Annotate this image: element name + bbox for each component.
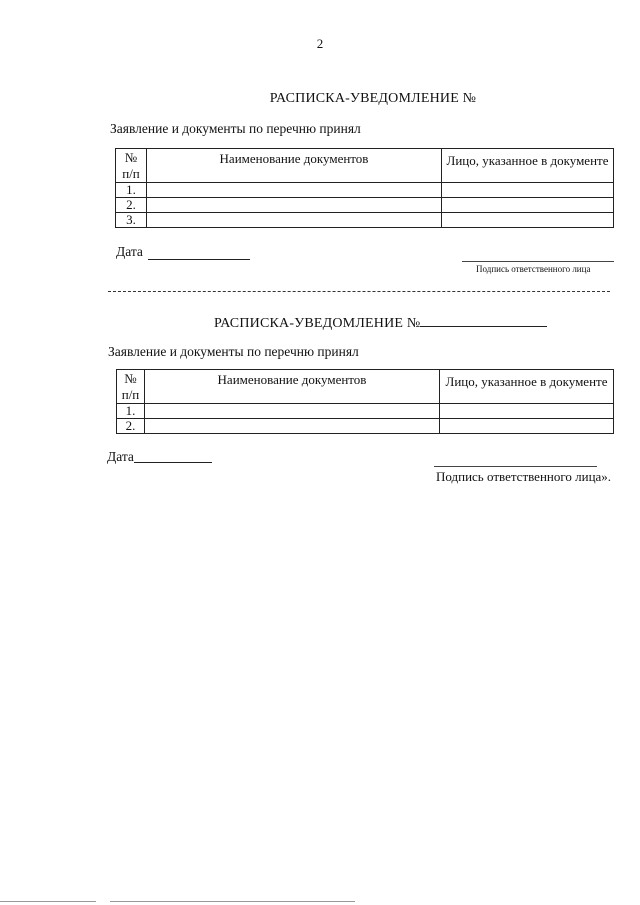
accepted-text-1: Заявление и документы по перечню принял [110, 121, 361, 136]
accepted-text-2: Заявление и документы по перечню принял [108, 344, 359, 359]
table-header-row [116, 149, 614, 183]
documents-table-2 [116, 369, 614, 434]
header-person-cell [442, 149, 614, 183]
header-num-cell [117, 370, 145, 404]
row-number: 2. [125, 418, 136, 433]
row-name-cell [147, 183, 442, 198]
footer-scan-mark-right [110, 901, 355, 902]
header-person-label: Лицо, указанное в документе [445, 374, 608, 389]
table-header-row [117, 370, 614, 404]
table-row [116, 183, 614, 198]
row-name-cell [147, 213, 442, 228]
header-person-cell [440, 370, 614, 404]
table-row [116, 213, 614, 228]
row-number-cell [116, 183, 147, 198]
date-blank-line-1 [148, 258, 250, 260]
date-label-1: Дата [116, 244, 143, 259]
row-number-cell [117, 419, 145, 434]
receipt-title-1: РАСПИСКА-УВЕДОМЛЕНИЕ № [269, 91, 477, 106]
signature-caption-2: Подпись ответственного лица». [436, 469, 612, 484]
date-label-2: Дата [107, 449, 134, 464]
signature-line-2 [434, 465, 597, 467]
date-blank-line-2 [134, 461, 212, 463]
row-name-cell [145, 419, 440, 434]
cut-dashed-line [108, 291, 610, 292]
row-person-cell [442, 183, 614, 198]
signature-caption-1: Подпись ответственного лица [476, 264, 591, 274]
row-number-cell [116, 198, 147, 213]
header-num-pp: п/п [122, 166, 140, 181]
row-person-cell [442, 198, 614, 213]
signature-line-1 [462, 260, 614, 262]
receipt-title-2 [214, 314, 547, 332]
header-num-cell [116, 149, 147, 183]
documents-table-1 [115, 148, 614, 228]
header-num-symbol: № [124, 150, 138, 165]
receipt-number-blank [420, 314, 547, 327]
table-row [117, 419, 614, 434]
footer-scan-mark-left [0, 901, 96, 902]
header-person-label: Лицо, указанное в документе [446, 153, 609, 168]
page-number: 2 [316, 36, 324, 51]
row-number-cell [117, 404, 145, 419]
header-name-label: Наименование документов [217, 372, 367, 387]
header-name-cell [145, 370, 440, 404]
receipt-title-2-text: РАСПИСКА-УВЕДОМЛЕНИЕ № [214, 316, 421, 331]
table-row [117, 404, 614, 419]
table-row [116, 198, 614, 213]
row-number-cell [116, 213, 147, 228]
row-name-cell [147, 198, 442, 213]
row-person-cell [440, 419, 614, 434]
header-num-symbol: № [124, 371, 137, 386]
row-person-cell [440, 404, 614, 419]
header-num-pp: п/п [121, 387, 140, 402]
header-name-label: Наименование документов [219, 151, 369, 166]
row-number: 3. [126, 212, 136, 227]
header-name-cell [147, 149, 442, 183]
row-name-cell [145, 404, 440, 419]
row-number: 1. [125, 403, 136, 418]
row-number: 1. [126, 182, 136, 197]
row-number: 2. [126, 197, 136, 212]
row-person-cell [442, 213, 614, 228]
